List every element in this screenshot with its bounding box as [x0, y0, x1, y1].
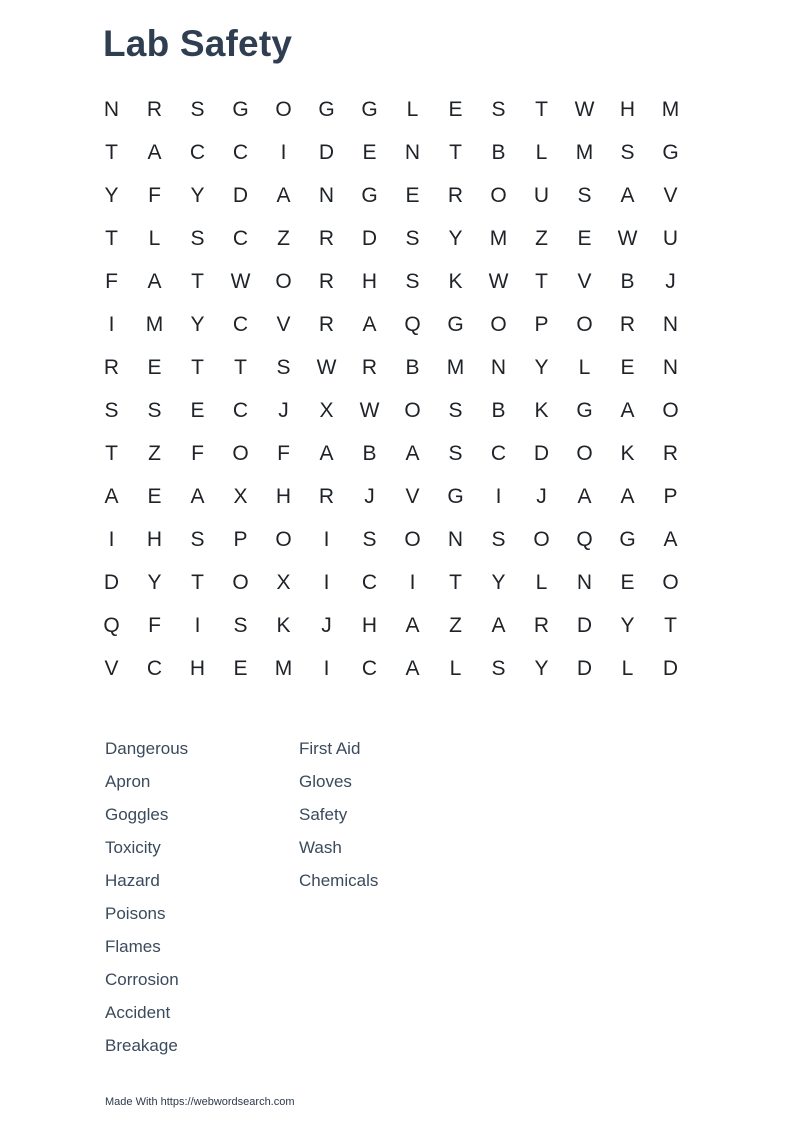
grid-letter[interactable]: I	[495, 485, 502, 508]
grid-letter[interactable]: A	[362, 313, 377, 336]
grid-letter[interactable]: S	[491, 528, 506, 551]
grid-letter[interactable]: T	[105, 442, 118, 465]
grid-letter[interactable]: O	[275, 98, 292, 121]
grid-letter[interactable]: D	[576, 657, 593, 680]
grid-letter[interactable]: Z	[449, 614, 462, 637]
grid-letter[interactable]: H	[361, 270, 378, 293]
grid-letter[interactable]: A	[147, 141, 162, 164]
grid-letter[interactable]: S	[147, 399, 162, 422]
grid-letter[interactable]: X	[233, 485, 248, 508]
grid-letter[interactable]: S	[233, 614, 248, 637]
grid-letter[interactable]: R	[318, 227, 335, 250]
grid-letter[interactable]: P	[534, 313, 549, 336]
grid-letter[interactable]: B	[491, 141, 506, 164]
grid-letter[interactable]: N	[576, 571, 593, 594]
grid-letter[interactable]: B	[405, 356, 420, 379]
grid-letter[interactable]: J	[364, 485, 375, 508]
grid-letter[interactable]: G	[232, 98, 249, 121]
grid-letter[interactable]: S	[405, 270, 420, 293]
grid-letter[interactable]: K	[276, 614, 291, 637]
grid-letter[interactable]: P	[663, 485, 678, 508]
grid-letter[interactable]: L	[535, 141, 548, 164]
grid-letter[interactable]: X	[276, 571, 291, 594]
grid-letter[interactable]: E	[620, 571, 635, 594]
grid-letter[interactable]: T	[664, 614, 677, 637]
word-list-item: Goggles	[105, 805, 169, 824]
grid-letter[interactable]: I	[194, 614, 201, 637]
word-list-item: Corrosion	[105, 970, 179, 989]
grid-letter[interactable]: I	[409, 571, 416, 594]
grid-letter[interactable]: V	[276, 313, 291, 336]
grid-letter[interactable]: R	[103, 356, 120, 379]
grid-letter[interactable]: N	[103, 98, 120, 121]
grid-letter[interactable]: E	[147, 485, 162, 508]
grid-letter[interactable]: A	[190, 485, 205, 508]
grid-letter[interactable]: E	[620, 356, 635, 379]
grid-letter[interactable]: S	[362, 528, 377, 551]
grid-letter[interactable]: S	[190, 528, 205, 551]
grid-letter[interactable]: M	[274, 657, 293, 680]
grid-letter[interactable]: N	[404, 141, 421, 164]
grid-letter[interactable]: N	[318, 184, 335, 207]
grid-letter[interactable]: D	[361, 227, 378, 250]
grid-letter[interactable]: S	[577, 184, 592, 207]
grid-letter[interactable]: O	[662, 571, 679, 594]
grid-letter[interactable]: I	[323, 571, 330, 594]
grid-letter[interactable]: M	[446, 356, 465, 379]
grid-letter[interactable]: C	[361, 657, 378, 680]
grid-letter[interactable]: E	[233, 657, 248, 680]
grid-letter[interactable]: L	[406, 98, 419, 121]
grid-letter[interactable]: F	[105, 270, 118, 293]
grid-letter[interactable]: I	[323, 528, 330, 551]
grid-letter[interactable]: Q	[404, 313, 421, 336]
grid-letter[interactable]: I	[280, 141, 287, 164]
word-list-item: Accident	[105, 1003, 171, 1022]
grid-letter[interactable]: O	[576, 313, 593, 336]
grid-letter[interactable]: W	[230, 270, 251, 293]
grid-letter[interactable]: G	[576, 399, 593, 422]
grid-letter[interactable]: A	[663, 528, 678, 551]
grid-letter[interactable]: R	[318, 270, 335, 293]
grid-letter[interactable]: S	[276, 356, 291, 379]
grid-letter[interactable]: P	[233, 528, 248, 551]
footer-credit: Made With https://webwordsearch.com	[105, 1096, 295, 1108]
grid-letter[interactable]: E	[577, 227, 592, 250]
grid-letter[interactable]: O	[275, 270, 292, 293]
grid-letter[interactable]: C	[361, 571, 378, 594]
grid-letter[interactable]: U	[533, 184, 550, 207]
grid-letter[interactable]: U	[662, 227, 679, 250]
grid-letter[interactable]: D	[576, 614, 593, 637]
grid-letter[interactable]: S	[190, 98, 205, 121]
grid-letter[interactable]: S	[491, 98, 506, 121]
grid-letter[interactable]: O	[533, 528, 550, 551]
grid-letter[interactable]: J	[536, 485, 547, 508]
grid-letter[interactable]: R	[146, 98, 163, 121]
grid-letter[interactable]: Y	[448, 227, 463, 250]
grid-letter[interactable]: M	[145, 313, 164, 336]
grid-letter[interactable]: B	[620, 270, 635, 293]
grid-letter[interactable]: S	[448, 399, 463, 422]
grid-letter[interactable]: H	[361, 614, 378, 637]
grid-letter[interactable]: A	[577, 485, 592, 508]
grid-letter[interactable]: M	[575, 141, 594, 164]
grid-letter[interactable]: N	[447, 528, 464, 551]
grid-letter[interactable]: R	[361, 356, 378, 379]
grid-letter[interactable]: I	[108, 313, 115, 336]
grid-letter[interactable]: K	[448, 270, 463, 293]
grid-letter[interactable]: T	[535, 98, 548, 121]
grid-letter[interactable]: C	[146, 657, 163, 680]
grid-letter[interactable]: S	[620, 141, 635, 164]
grid-letter[interactable]: A	[405, 614, 420, 637]
grid-letter[interactable]: A	[491, 614, 506, 637]
word-list-item: Hazard	[105, 871, 160, 890]
grid-letter[interactable]: Z	[148, 442, 161, 465]
grid-letter[interactable]: O	[662, 399, 679, 422]
grid-letter[interactable]: S	[405, 227, 420, 250]
page-title: Lab Safety	[103, 23, 293, 64]
grid-letter[interactable]: E	[448, 98, 463, 121]
grid-letter[interactable]: A	[319, 442, 334, 465]
grid-letter[interactable]: L	[578, 356, 591, 379]
grid-letter[interactable]: L	[148, 227, 161, 250]
grid-letter[interactable]: C	[232, 399, 249, 422]
grid-letter[interactable]: F	[148, 184, 161, 207]
grid-letter[interactable]: K	[620, 442, 635, 465]
grid-letter[interactable]: C	[232, 313, 249, 336]
grid-letter[interactable]: M	[661, 98, 680, 121]
grid-letter[interactable]: F	[148, 614, 161, 637]
word-column	[105, 735, 299, 1065]
grid-letter[interactable]: D	[533, 442, 550, 465]
grid-letter[interactable]: E	[147, 356, 162, 379]
word-list	[105, 735, 493, 1065]
grid-letter[interactable]: J	[665, 270, 676, 293]
grid-letter[interactable]: B	[362, 442, 377, 465]
word-list-item: Toxicity	[105, 838, 161, 857]
grid-letter[interactable]: R	[318, 313, 335, 336]
word-list-item: Dangerous	[105, 739, 189, 758]
grid-letter[interactable]: Z	[277, 227, 290, 250]
grid-letter[interactable]: X	[319, 399, 334, 422]
grid-letter[interactable]: H	[189, 657, 206, 680]
grid-letter[interactable]: A	[276, 184, 291, 207]
grid-letter[interactable]: E	[405, 184, 420, 207]
grid-letter[interactable]: V	[104, 657, 119, 680]
grid-letter[interactable]: V	[577, 270, 592, 293]
grid-letter[interactable]: W	[488, 270, 509, 293]
grid-letter[interactable]: G	[447, 313, 464, 336]
grid-letter[interactable]: N	[490, 356, 507, 379]
word-list-item: Wash	[299, 838, 342, 857]
grid-letter[interactable]: Q	[576, 528, 593, 551]
grid-letter[interactable]: D	[318, 141, 335, 164]
grid-letter[interactable]: S	[104, 399, 119, 422]
word-list-item: First Aid	[299, 739, 361, 758]
grid-letter[interactable]: I	[108, 528, 115, 551]
grid-letter[interactable]: T	[191, 270, 204, 293]
word-list-item: Poisons	[105, 904, 166, 923]
grid-letter[interactable]: F	[277, 442, 290, 465]
grid-letter[interactable]: W	[316, 356, 337, 379]
grid-letter[interactable]: Y	[534, 657, 549, 680]
grid-letter[interactable]: Y	[620, 614, 635, 637]
grid-letter[interactable]: Z	[535, 227, 548, 250]
grid-letter[interactable]: R	[619, 313, 636, 336]
grid-letter[interactable]: O	[232, 571, 249, 594]
grid-letter[interactable]: G	[662, 141, 679, 164]
grid-letter[interactable]: T	[449, 141, 462, 164]
grid-letter[interactable]: Y	[491, 571, 506, 594]
grid-letter[interactable]: L	[449, 657, 462, 680]
grid-letter[interactable]: A	[620, 184, 635, 207]
grid-letter[interactable]: A	[104, 485, 119, 508]
grid-letter[interactable]: K	[534, 399, 549, 422]
word-list-item: Breakage	[105, 1036, 178, 1055]
grid-letter[interactable]: D	[662, 657, 679, 680]
grid-letter[interactable]: M	[489, 227, 508, 250]
grid-letter[interactable]: S	[491, 657, 506, 680]
grid-letter[interactable]: A	[620, 485, 635, 508]
word-list-item: Safety	[299, 805, 348, 824]
grid-letter[interactable]: E	[362, 141, 377, 164]
grid-letter[interactable]: A	[405, 657, 420, 680]
grid-letter[interactable]: V	[405, 485, 420, 508]
grid-letter[interactable]: T	[105, 141, 118, 164]
grid-letter[interactable]: A	[147, 270, 162, 293]
grid-letter[interactable]: O	[490, 184, 507, 207]
grid-letter[interactable]: H	[619, 98, 636, 121]
grid-letter[interactable]: T	[449, 571, 462, 594]
grid-letter[interactable]: N	[662, 356, 679, 379]
grid-letter[interactable]: Y	[147, 571, 162, 594]
grid-letter[interactable]: I	[323, 657, 330, 680]
grid-letter[interactable]: O	[404, 399, 421, 422]
grid-letter[interactable]: N	[662, 313, 679, 336]
grid-letter[interactable]: J	[278, 399, 289, 422]
grid-letter[interactable]: T	[105, 227, 118, 250]
grid-letter[interactable]: G	[318, 98, 335, 121]
grid-letter[interactable]: A	[620, 399, 635, 422]
grid-letter[interactable]: Y	[104, 184, 119, 207]
grid-letter[interactable]: T	[191, 571, 204, 594]
grid-letter[interactable]: W	[617, 227, 638, 250]
grid-letter[interactable]: O	[404, 528, 421, 551]
word-list-item: Chemicals	[299, 871, 379, 890]
grid-letter[interactable]: H	[275, 485, 292, 508]
grid-letter[interactable]: C	[232, 141, 249, 164]
grid-letter[interactable]: V	[663, 184, 678, 207]
grid-letter[interactable]: F	[191, 442, 204, 465]
grid-letter[interactable]: R	[533, 614, 550, 637]
grid-letter[interactable]: O	[232, 442, 249, 465]
grid-letter[interactable]: O	[275, 528, 292, 551]
grid-letter[interactable]: S	[190, 227, 205, 250]
grid-letter[interactable]: L	[621, 657, 634, 680]
grid-letter[interactable]: D	[103, 571, 120, 594]
grid-letter[interactable]: E	[190, 399, 205, 422]
grid-letter[interactable]: G	[619, 528, 636, 551]
word-list-item: Flames	[105, 937, 161, 956]
grid-letter[interactable]: R	[662, 442, 679, 465]
grid-letter[interactable]: S	[448, 442, 463, 465]
grid-letter[interactable]: G	[361, 98, 378, 121]
grid-letter[interactable]: Y	[190, 184, 205, 207]
grid-letter[interactable]: L	[535, 571, 548, 594]
grid-letter[interactable]: R	[318, 485, 335, 508]
grid-letter[interactable]: A	[405, 442, 420, 465]
grid-letter[interactable]: C	[232, 227, 249, 250]
grid-letter[interactable]: Q	[103, 614, 120, 637]
grid-letter[interactable]: R	[447, 184, 464, 207]
grid-letter[interactable]: G	[361, 184, 378, 207]
grid-letter[interactable]: J	[321, 614, 332, 637]
grid-letter[interactable]: O	[490, 313, 507, 336]
grid-letter[interactable]: C	[189, 141, 206, 164]
grid-letter[interactable]: H	[146, 528, 163, 551]
grid-letter[interactable]: T	[535, 270, 548, 293]
grid-letter[interactable]: C	[490, 442, 507, 465]
grid-letter[interactable]: T	[234, 356, 247, 379]
grid-letter[interactable]: T	[191, 356, 204, 379]
grid-letter[interactable]: W	[574, 98, 595, 121]
grid-letter[interactable]: O	[576, 442, 593, 465]
grid-letter[interactable]: B	[491, 399, 506, 422]
word-list-item: Gloves	[299, 772, 352, 791]
letter-grid	[90, 88, 692, 690]
grid-letter[interactable]: W	[359, 399, 380, 422]
grid-letter[interactable]: D	[232, 184, 249, 207]
grid-letter[interactable]: Y	[534, 356, 549, 379]
grid-letter[interactable]: Y	[190, 313, 205, 336]
word-list-item: Apron	[105, 772, 151, 791]
word-column	[299, 735, 493, 1065]
grid-letter[interactable]: G	[447, 485, 464, 508]
